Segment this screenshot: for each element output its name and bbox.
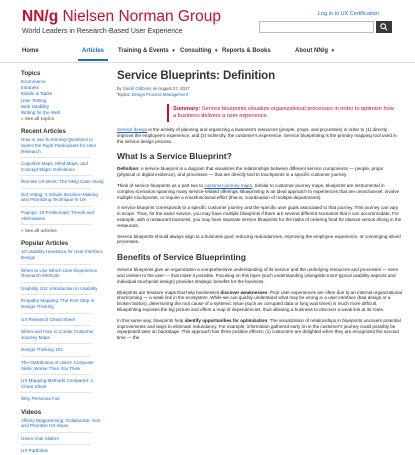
- popular-article-link[interactable]: The Distribution of Users' Computer Skills: Worse Than You Think: [21, 359, 94, 371]
- topics-label: Topics:: [117, 92, 131, 97]
- recent-article-link[interactable]: How to use Screening Questions to Select the Right Participants for User Research: [21, 137, 97, 154]
- divider: [21, 325, 91, 326]
- nav-about[interactable]: [295, 48, 335, 54]
- video-link[interactable]: UX Portfolios: [21, 448, 48, 454]
- article: [117, 70, 402, 341]
- emphasis-text: discover weaknesses: [220, 289, 268, 295]
- popular-article-link[interactable]: Usability 101: Introduction to Usability: [21, 285, 98, 291]
- summary-label: Summary:: [173, 106, 201, 112]
- recent-article-link[interactable]: Remote UX Work: The NN/g Case Study: [21, 179, 104, 185]
- sidebar-topics-title: Topics: [21, 70, 41, 77]
- divider: [21, 157, 91, 158]
- logo-mark: NN/g: [22, 8, 59, 25]
- nav-label: Reports & Books: [222, 48, 271, 54]
- paragraph: [117, 290, 402, 313]
- sidebar-topic-link[interactable]: User Testing: [21, 97, 47, 103]
- nav-home[interactable]: [22, 48, 39, 54]
- paragraph-text: Blueprints are treasure maps that help businesses: [117, 289, 220, 295]
- nav-training[interactable]: [118, 48, 176, 54]
- article-byline: [117, 86, 402, 91]
- paragraph-text: . Similar to customer-journey maps, blueprints are instrumental in complex scenarios spanning many service-related offerings. Blueprinting is an ideal approach to experiences that are omnichannel, involve multiple touchpoints, or require a crossfunctional effort (that is, coordination of multiple departments).: [117, 182, 400, 200]
- paragraph: Service blueprints give an organization a comprehensive understanding of its service and the underlying resources and processes — seen and unseen to the user — that make it possible. Focusing on this layer (such understanding (alongside more typical usability aspects and individual touchpoint design) provides strategic benefits for the business.: [117, 267, 399, 284]
- divider: [21, 313, 91, 314]
- paragraph: A service blueprint corresponds to a specific customer journey and the specific user goals associated to that journey. This journey can vary in scope. Thus, for the same service, you may have multiple blueprints if there are several different scenarios that it can accommodate. For example, with a restaurant business, you may have separate service blueprints for the tasks of ordering food for takeout versus dining in the restaurant.: [117, 205, 402, 228]
- nav-articles[interactable]: [82, 48, 104, 54]
- popular-article-link[interactable]: When and How to Create Customer Journey Maps: [21, 329, 94, 340]
- sidebar-topic-link[interactable]: Intranets: [21, 85, 39, 91]
- article-title: Service Blueprints: Definition: [117, 70, 276, 82]
- video-link[interactable]: Users Vote Sliders: [21, 435, 59, 441]
- sidebar-topic-link[interactable]: Mobile & Tablet: [21, 91, 53, 97]
- paragraph-text: . The visualization of relationships in blueprints uncovers potential improvements and ways to eliminate redundancy. For example, information gathered early on in the customer's journey could possibly be repurposed later on backstage. This approach has three positive effects: (1) customers are delighted when they are recognized the second time — the: [117, 317, 401, 341]
- nav-label: Articles: [82, 48, 105, 54]
- search-button[interactable]: [376, 21, 392, 33]
- recent-article-link[interactable]: Cognitive Maps, Mind Maps, and Concept Maps: Definitions: [21, 161, 88, 172]
- divider: [21, 343, 91, 344]
- popular-article-link[interactable]: UX Research Cheat Sheet: [21, 316, 76, 322]
- sidebar-popular-title: Popular Articles: [21, 240, 69, 248]
- popular-article-link[interactable]: Design Thinking 101: [21, 347, 63, 353]
- intro-text: is the activity of planning and organizing a business's resources (people, props, and processes) in order to (1) directly improve the employee's experience, and (2) indirectly, the customer's experience. Service blueprinting is the primary mapping tool used in the service design process.: [117, 127, 397, 144]
- article-topics: [117, 92, 402, 97]
- popular-article-link[interactable]: Why Personas Fail: [21, 396, 60, 402]
- divider: [21, 374, 91, 375]
- sidebar-topic-link[interactable]: Ecommerce: [21, 79, 46, 84]
- see-all-articles-link[interactable]: » See all articles: [21, 228, 57, 234]
- divider: [21, 294, 91, 295]
- definition-paragraph: [117, 166, 402, 178]
- divider: [21, 392, 91, 393]
- site-header: [0, 0, 415, 42]
- sidebar-topic-link[interactable]: Writing for the Web: [21, 109, 61, 115]
- byline-by: by: [117, 86, 122, 91]
- search-icon: [380, 23, 388, 31]
- service-design-link[interactable]: Service design: [117, 127, 148, 132]
- see-all-topics-link[interactable]: » See all topics: [21, 116, 55, 122]
- author-link[interactable]: Sarah Gibbons: [122, 86, 152, 91]
- divider: [21, 188, 91, 189]
- summary-text: Service blueprints visualize organizational processes in order to optimize how a business delivers a user experience.: [173, 106, 394, 119]
- definition-text: A service blueprint is a diagram that visualizes the relationships between different service components — people, props (physical or digital evidence), and processes — that are directly tied to touchpoints in a specific customer journey.: [117, 166, 383, 178]
- divider: [21, 224, 91, 225]
- sidebar-recent-title: Recent Articles: [21, 128, 66, 136]
- login-link[interactable]: Log in to UX Certification: [318, 11, 379, 17]
- popular-article-link[interactable]: UX Mapping Methods Compared: A Cheat Sheet: [21, 378, 94, 389]
- paragraph-text: In this same way, blueprints help: [117, 317, 184, 323]
- recent-article-link[interactable]: Popups: 10 Problematic Trends and Alternatives: [21, 210, 95, 221]
- section-heading: What Is a Service Blueprint?: [117, 151, 232, 162]
- popular-article-link[interactable]: 10 Usability Heuristics for User Interface Design: [21, 249, 103, 261]
- nav-reports[interactable]: [222, 48, 271, 54]
- article-date: on August 27, 2017: [152, 86, 190, 91]
- video-link[interactable]: Affinity Diagramming: Collaborate, Sort and Prioritize UX Ideas: [21, 417, 101, 429]
- nav-active-indicator: [78, 59, 108, 61]
- chevron-down-icon: ▼: [214, 48, 219, 53]
- divider: [21, 432, 91, 433]
- site-tagline: World Leaders in Research-Based User Experience: [22, 28, 183, 35]
- popular-article-link[interactable]: When to Use Which User-Experience Research Methods: [21, 267, 98, 279]
- paragraph: [117, 183, 402, 200]
- divider: [21, 282, 91, 283]
- topic-link[interactable]: Design Process: [131, 92, 162, 97]
- section-heading: Benefits of Service Blueprinting: [117, 252, 246, 263]
- logo-name: Nielsen Norman Group: [62, 8, 221, 25]
- emphasis-text: identify opportunities for optimization: [184, 317, 268, 323]
- popular-article-link[interactable]: Empathy Mapping: The First Step in Design Thinking: [21, 298, 95, 309]
- nav-label: About NN/g: [295, 48, 328, 54]
- paragraph: Service blueprints should always align to a business goal: reducing redundancies, improving the employee experience, or converging siloed processes.: [117, 233, 401, 245]
- topic-link[interactable]: Management: [162, 92, 188, 97]
- nav-label: Consulting: [180, 48, 212, 54]
- nav-consulting[interactable]: [180, 48, 218, 54]
- sidebar-videos-title: Videos: [21, 408, 42, 416]
- site-logo[interactable]: [22, 8, 221, 25]
- sidebar: [21, 70, 105, 455]
- customer-journey-maps-link[interactable]: customer journey maps: [204, 182, 253, 188]
- paragraph-text: Think of service blueprints as a part two to: [117, 182, 204, 188]
- recent-article-link[interactable]: Dot Voting: A Simple Decision-Making and Prioritizing Technique in UX: [21, 191, 98, 203]
- divider: [21, 175, 91, 176]
- paragraph: [117, 318, 402, 341]
- divider: [21, 206, 91, 207]
- search-input[interactable]: [259, 21, 374, 33]
- intro-paragraph: [117, 127, 402, 144]
- divider: [21, 264, 91, 265]
- sidebar-topic-link[interactable]: Web Usability: [21, 103, 49, 109]
- divider: [21, 356, 91, 357]
- article-summary: [167, 104, 395, 122]
- divider: [21, 444, 91, 445]
- nav-label: Home: [22, 48, 39, 54]
- paragraph-text: . Poor user experiences are often due to an internal organizational shortcoming — a weak link in the ecosystem. While we can quickly understand what may be wrong in a user interface (bad design or a broken button), determining the root cause of a systemic issue (such as corrupted data or long wait times) is much more difficult. Blueprinting exposes the big picture and offers a map of dependencies, thus allowing a business to discover a weak link at its roots.: [117, 289, 403, 312]
- chevron-down-icon: ▼: [171, 48, 176, 53]
- definition-label: Definition:: [117, 166, 140, 172]
- chevron-down-icon: ▼: [330, 48, 336, 53]
- main-nav: [0, 43, 415, 63]
- nav-label: Training & Events: [118, 48, 169, 54]
